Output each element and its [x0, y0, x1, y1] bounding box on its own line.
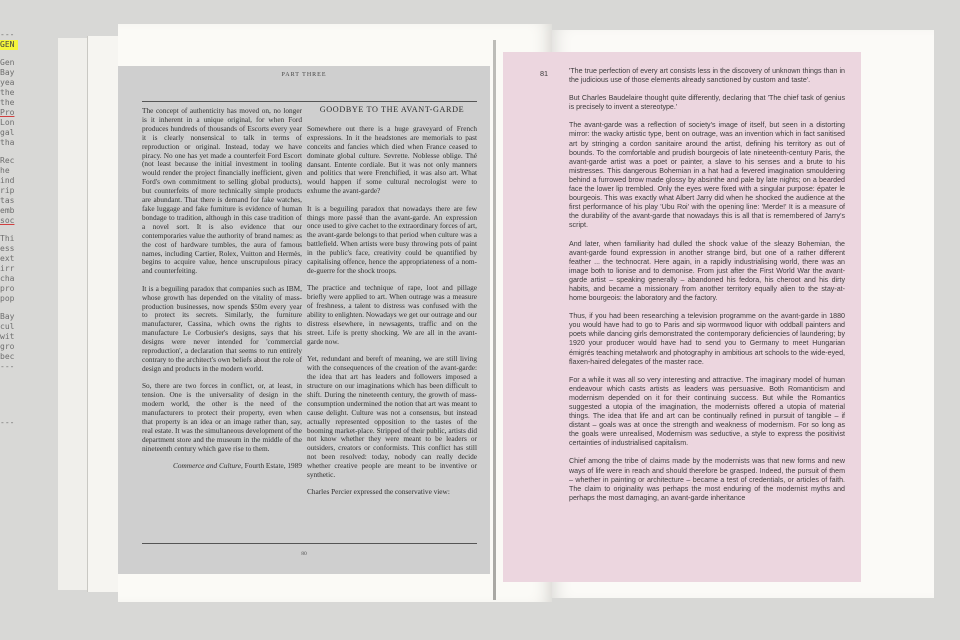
margin-text-fragment: Lon [0, 118, 15, 127]
margin-text-fragment: irr [0, 264, 15, 273]
source-details: Fourth Estate, 1989 [242, 461, 302, 471]
margin-text-fragment: --- [0, 418, 15, 427]
source-title: Commerce and Culture, [173, 461, 243, 471]
margin-text-fragment: pro [0, 284, 15, 293]
margin-text-fragment: Rec [0, 156, 15, 165]
running-head: PART THREE [281, 72, 327, 78]
margin-text-fragment: Thi [0, 234, 15, 243]
margin-text-fragment: wit [0, 332, 15, 341]
paragraph: But Charles Baudelaire thought quite differently, declaring that 'The chief task of genius is precisely to invent a stereotype.' [569, 94, 845, 112]
margin-text-fragment: GEN [0, 40, 18, 50]
margin-text-fragment: ext [0, 254, 15, 263]
margin-text-fragment: rip [0, 186, 15, 195]
margin-text-fragment: he [0, 166, 10, 175]
paragraph: Yet, redundant and bereft of meaning, we are still living with the consequences of the creation of the avant-garde: the idea that art has leaders and followers imposed a structure on our imaginations which has been difficult to shift. During the nineteenth century, the growth of mass-consumption undermined the notion that art was meant to cause delight. Culture was not a consensus, but instead actually represented opposition to the tastes of the booming market-place. Stripped of their public, artists did not know whether they were meant to be leaders or outsiders, creators or conformists. This conflict has still not been resolved: today, nobody can really decide whether creative people are meant to be inventive or synthetic. [307, 354, 477, 480]
paragraph: And later, when familiarity had dulled the shock value of the sleazy Bohemian, the avant-garde found expression in another strange bird, but one of a rather different feather ... the technocrat. Here again, in a rapidly industrialising world, there was an image both to lionise and to demonise. From just after the First World War the avant-garde artist – speaking generally – abandoned his fedora, his cheroot and his dirty habits, and became a missionary from another territory equally alien to the stay-at-home bourgeois: the laboratory and the factory. [569, 239, 845, 303]
margin-text-fragment: --- [0, 362, 15, 371]
margin-text-fragment: the [0, 98, 15, 107]
paragraph: The concept of authenticity has moved on, no longer is it inherent in a unique original, for when Ford produces hundreds of thousands of Escorts every year it is clearly nonsensical to talk in terms of reproduction or original. Instead, today we have piracy. No one has yet made a counterfeit Ford Escort (not least because the initial investment in tooling would render the project financially inefficient, given Ford's own commitment to selling global products), but counterfeits of more technically simple products are abundant. That there is demand for fake watches, fake luggage and fake furniture is evidence of human bondage to tradition, although in this case tradition of a novel sort. It is also evidence that our contemporaries value the authority of brand names: as the cost of hardware tumbles, the aura of famous names, including Cartier, Rolex, Vuitton and Hermès, begins to acquire value, hence unscrupulous piracy and counterfeiting. [142, 106, 302, 276]
margin-spacer [0, 148, 58, 156]
source-citation [142, 462, 302, 471]
margin-text-fragment: Bay [0, 68, 15, 77]
margin-text-fragment: emb [0, 206, 15, 215]
margin-text-fragment: ind [0, 176, 15, 185]
margin-text-fragment: yea [0, 78, 15, 87]
margin-spacer [0, 304, 58, 312]
left-column-1 [142, 107, 302, 479]
left-column-2 [307, 100, 477, 506]
paragraph: 'The true perfection of every art consists less in the discovery of unknown things than in the judicious use of those elements already sanctioned by custom and taste'. [569, 67, 845, 85]
margin-text-fragment: Bay [0, 312, 15, 321]
margin-text-fragment: cha [0, 274, 15, 283]
margin-text-fragment: gal [0, 128, 15, 137]
paragraph: For a while it was all so very interesting and attractive. The imaginary model of human endeavour which casts artists as leaders was persuasive. Both Romanticism and modernism depended on it for their continuing success. But while the Romantics suggested a utopia of the imagination, the modernists offered a utopia of material things. The idea that life and art can be continually refined in pursuit of tangible – if distant – goals was at once the strength and weakness of modernism. For so long as the goals were unrealised, Modernism was seductive, a style to express the positivist certainties of industrialised capitalism. [569, 375, 845, 448]
right-column [569, 67, 845, 512]
page-number-left: 80 [301, 551, 307, 557]
paragraph: Chief among the tribe of claims made by the modernists was that new forms and new ways of life were in reach and should therefore be grasped. Indeed, the pursuit of them – whether in painting or architecture – became a test of credentials, or articles of faith. The claim to originality was perhaps the most enduring of the modernist myths and perhaps the most damaging, an avant-garde inheritance [569, 457, 845, 502]
margin-text-fragment: ess [0, 244, 15, 253]
paragraph: The avant-garde was a reflection of society's image of itself, but seen in a distorting mirror: the wacky artistic type, bent on outrage, was an invention which in fact sanitised art by stringing a cordon sanitaire around the artist, defining his territory as out of bounds. To the comfortable and prudish bourgeois of late nineteenth-century Paris, the avant-garde artist was a poet or painter, a slave to his senses and a brute to his mistresses. This dangerous Bohemian in a hat had a fevered imagination smouldering behind a furrowed brow made glossy by absinthe and pale by late nights; on a bearded face the lower lip trembled. Only the eyes were fixed with a singular purpose: épater le bourgeois. This was exactly what Albert Jarry did when he shocked the audience at the first performance of his play 'Ubu Roi' with the opening line: 'Merde!' It is a measure of the durability of the avant-garde that nowadays this is all that is remembered of Jarry's script. [569, 121, 845, 230]
margin-text-fragment: gro [0, 342, 15, 351]
margin-text-strip [0, 30, 58, 590]
margin-text-fragment: bec [0, 352, 15, 361]
margin-text-fragment: pop [0, 294, 15, 303]
margin-spacer [0, 380, 58, 418]
margin-text-fragment: --- [0, 30, 15, 39]
margin-text-fragment: the [0, 88, 15, 97]
paragraph: Charles Percier expressed the conservative view: [307, 487, 450, 497]
margin-text-fragment: cul [0, 322, 15, 331]
margin-text-fragment: Pro [0, 108, 15, 117]
article-title: GOODBYE TO THE AVANT-GARDE [319, 105, 465, 114]
book-spine [493, 40, 496, 600]
paragraph: So, there are two forces in conflict, or, at least, in tension. One is the universality of design in the modern world, the other is the need of the manufacturers to protect their property, even when that property is an idea or an image rather than, say, real estate. It was the simultaneous development of the department store and the museum in the middle of the nineteenth century which gave rise to them. [142, 381, 302, 453]
paragraph: It is a beguiling paradox that companies such as IBM, whose growth has depended on the vitality of mass-production businesses, now spends $50m every year to protect its secrets. Similarly, the furniture manufacturer, Cassina, which owns the rights to manufacture Le Corbusier's designs, says that his designs were never intended for 'commercial reproduction', a declaration that seems to run entirely contrary to the architect's own beliefs about the role of design and products in the modern world. [142, 283, 302, 373]
margin-text-fragment: soc [0, 216, 15, 225]
margin-text-fragment: tas [0, 196, 15, 205]
page-number-right: 81 [540, 69, 549, 78]
margin-text-fragment: Gen [0, 58, 15, 67]
margin-text-fragment: tha [0, 138, 15, 147]
paragraph: Thus, if you had been researching a television programme on the avant-garde in 1880 you would have had to go to Paris and sip wormwood liquor with oddball painters and poets while dancing girls demonstrated the contemporary deficiencies of laundering; by 1920 your producer would have had to send you to Germany to meet Hungarian émigrés teaching metalwork and photography in ambitious art schools to the wide-eyed, flaxen-haired delegates of the master race. [569, 312, 845, 366]
paragraph: It is a beguiling paradox that nowadays there are few things more passé than the avant-garde. An expression once used to give cachet to the extraordinary forces of art, the avant-garde belongs to that period when culture was a battlefield. When artists were busy throwing pots of paint in the public's face, creativity could be quantified by capitalising offence, hence the appropriateness of a nom-de-guerre for the shock troops. [307, 203, 477, 275]
margin-spacer [0, 372, 58, 380]
paragraph: Somewhere out there is a huge graveyard of French expressions. In it the headstones are memorials to past conceits and fancies which died when France ceased to dominate global culture. Sevrette. Noblesse oblige. Thé dansant. Entente cordiale. But it was not only manners and politics that were Frenchified, it was also art. What would happen if some cultural necrologist were to exhume the avant-garde? [307, 123, 477, 196]
footer-rule [142, 543, 477, 544]
paragraph: The practice and technique of rape, loot and pillage briefly were applied to art. When outrage was a measure of freshness, a talent to distress was confused with the ability to enlighten. Nowadays we get our outrage and our distress elsewhere, in newsagents, traffic and on the street. Life is pretty shocking. We are all in the avant-garde now. [307, 283, 477, 346]
margin-spacer [0, 50, 58, 58]
margin-spacer [0, 226, 58, 234]
